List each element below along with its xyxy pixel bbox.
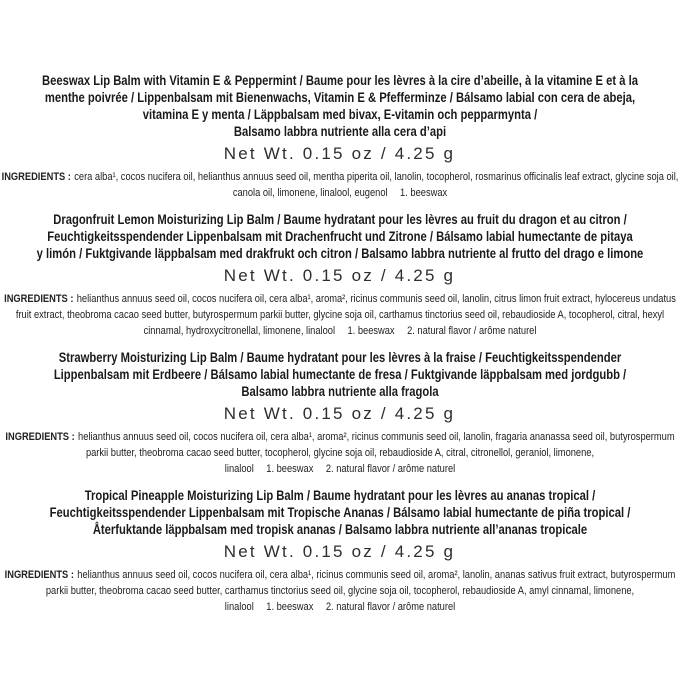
ingredients-paragraph	[0, 291, 679, 339]
footnote: 1. beeswax	[265, 601, 313, 613]
product-title-beeswax	[0, 72, 679, 140]
net-weight: Net Wt. 0.15 oz / 4.25 g	[223, 404, 456, 423]
product-title-line: y limón / Fuktgivande läppbalsam med drakfrukt och citron / Balsamo labbra nutriente al frutto del drago e limone	[36, 246, 643, 261]
product-title-line: Tropical Pineapple Moisturizing Lip Balm / Baume hydratant pour les lèvres au ananas tropical /	[84, 488, 595, 503]
ingredients-paragraph	[0, 429, 679, 477]
product-title-line: Feuchtigkeitsspendender Lippenbalsam mit Drachenfrucht und Zitrone / Bálsamo labial humectante de pitaya	[46, 229, 633, 244]
net-weight: Net Wt. 0.15 oz / 4.25 g	[223, 144, 456, 163]
product-title-line: Lippenbalsam mit Erdbeere / Bálsamo labial humectante de fresa / Fuktgivande läppbalsam med jordgubb /	[53, 367, 626, 382]
product-title-line: menthe poivrée / Lippenbalsam mit Bienenwachs, Vitamin E & Pfefferminze / Bálsamo labial con cera de abeja,	[44, 90, 635, 105]
product-section-tropical-pineapple	[0, 487, 679, 615]
footnote: 1. beeswax	[347, 325, 395, 337]
ingredients-block	[0, 567, 679, 615]
product-section-beeswax-peppermint	[0, 72, 679, 201]
ingredients-block	[0, 291, 679, 339]
ingredients-label: INGREDIENTS :	[3, 293, 73, 305]
footnote: 2. natural flavor / arôme naturel	[325, 601, 455, 613]
ingredients-text: helianthus annuus seed oil, cocos nucifera oil, cera alba¹, ricinus communis seed oil, aroma², lanolin, ananas sativus fruit extract, butyrospermum parkii butter, theobroma cacao seed butter, carthamus tinctorius seed oil, glycine soja oil, tocopherol, rebaudioside A, amyl cinnamal, limonene, linalool	[45, 569, 675, 613]
product-title-line: Återfuktande läppbalsam med tropisk ananas / Balsamo labbra nutriente all’ananas tropicale	[92, 522, 587, 537]
net-weight: Net Wt. 0.15 oz / 4.25 g	[223, 542, 456, 561]
product-title-line: Balsamo labbra nutriente alla fragola	[240, 384, 439, 399]
ingredients-paragraph	[0, 169, 679, 201]
ingredients-text: cera alba¹, cocos nucifera oil, helianthus annuus seed oil, mentha piperita oil, lanolin, tocopherol, rosmarinus officinalis leaf extract, glycine soja oil, canola oil, limonene, linalool, eugenol	[73, 171, 678, 199]
product-section-strawberry	[0, 349, 679, 477]
product-title-line: Feuchtigkeitsspendender Lippenbalsam mit Tropische Ananas / Bálsamo labial humectante de piña tropical /	[49, 505, 630, 520]
product-title-line: vitamina E y menta / Läppbalsam med bivax, E-vitamin och pepparmynta /	[142, 107, 537, 122]
net-weight: Net Wt. 0.15 oz / 4.25 g	[223, 266, 456, 285]
ingredients-label: INGREDIENTS :	[4, 431, 75, 443]
footnote: 1. beeswax	[399, 187, 447, 199]
product-title-line: Dragonfruit Lemon Moisturizing Lip Balm / Baume hydratant pour les lèvres au fruit du dragon et au citron /	[52, 212, 627, 227]
product-title-line: Balsamo labbra nutriente alla cera d’api	[233, 124, 446, 139]
ingredients-label: INGREDIENTS :	[4, 569, 74, 581]
footnote: 1. beeswax	[265, 463, 313, 475]
ingredients-label: INGREDIENTS :	[1, 171, 71, 183]
ingredients-block	[0, 429, 679, 477]
product-title-line: Strawberry Moisturizing Lip Balm / Baume hydratant pour les lèvres à la fraise / Feuchtigkeitsspendender	[58, 350, 621, 365]
product-title-pineapple	[0, 487, 679, 538]
ingredients-block	[0, 169, 679, 201]
product-title-strawberry	[0, 349, 679, 400]
product-title-dragonfruit	[0, 211, 679, 262]
product-title-line: Beeswax Lip Balm with Vitamin E & Peppermint / Baume pour les lèvres à la cire d’abeille, à la vitamine E et à la	[41, 73, 638, 88]
footnote: 2. natural flavor / arôme naturel	[325, 463, 455, 475]
ingredients-paragraph	[0, 567, 679, 615]
ingredients-text: helianthus annuus seed oil, cocos nucifera oil, cera alba¹, aroma², ricinus communis seed oil, lanolin, fragaria ananassa seed oil, butyrospermum parkii butter, theobroma cacao seed butter, tocopherol, glycine soja oil, rebaudioside A, citral, citronellol, geraniol, limonene, linalool	[77, 431, 675, 475]
footnote: 2. natural flavor / arôme naturel	[406, 325, 536, 337]
ingredients-text: helianthus annuus seed oil, cocos nucifera oil, cera alba¹, aroma², ricinus communis seed oil, lanolin, citrus limon fruit extract, hylocereus undatus fruit extract, theobroma cacao seed butter, butyrospermum parkii butter, glycine soja oil, carthamus tinctorius seed oil, rebaudioside A, tocopherol, citral, hexyl cinnamal, hydroxycitronellal, limonene, linalool	[15, 293, 676, 337]
product-section-dragonfruit-lemon	[0, 211, 679, 339]
